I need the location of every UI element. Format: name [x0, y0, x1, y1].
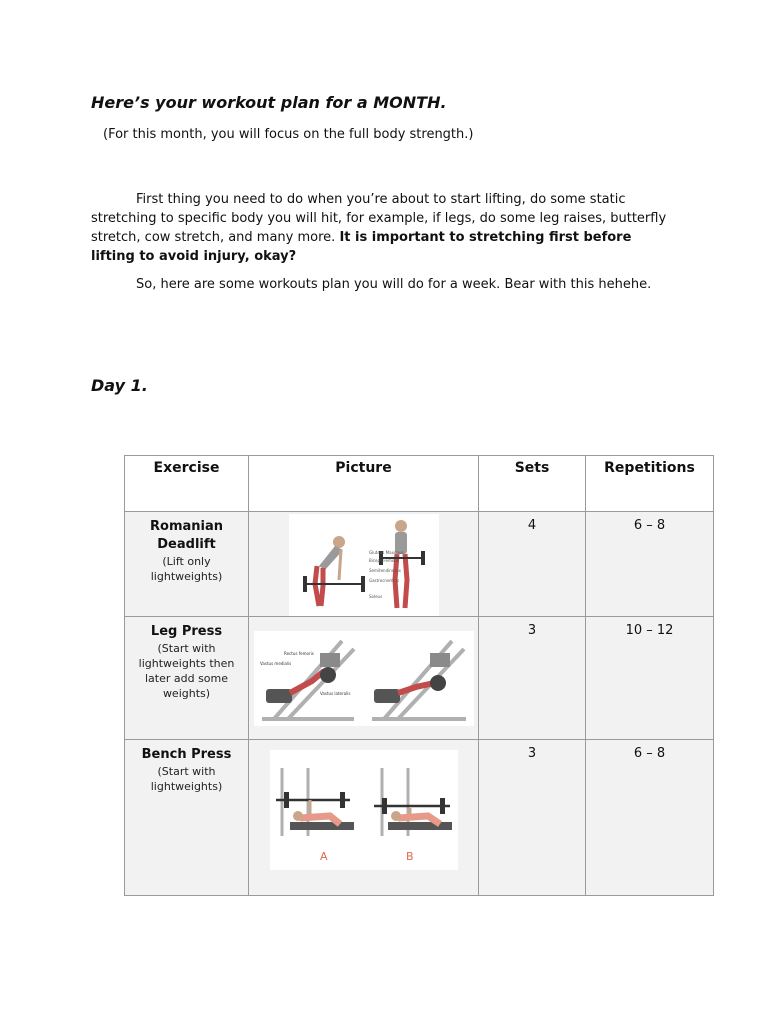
- variant-label: B: [405, 850, 414, 863]
- header-sets: Sets: [479, 456, 586, 512]
- reps-cell: 6 – 8: [586, 740, 714, 896]
- reps-cell: 6 – 8: [586, 512, 714, 617]
- sets-cell: 3: [479, 617, 586, 740]
- variant-label: A: [319, 850, 328, 863]
- picture-cell: [249, 512, 479, 617]
- deadlift-illustration: [289, 514, 439, 616]
- muscle-label: Vastus medialis: [259, 661, 291, 666]
- exercise-note: (Start with lightweights then later add some weights): [138, 642, 235, 700]
- intro-paragraph: [91, 190, 671, 266]
- workout-table: [124, 455, 714, 896]
- muscle-label: Biceps Femoris: [368, 558, 399, 563]
- header-exercise: Exercise: [125, 456, 249, 512]
- day-heading: Day 1.: [91, 376, 148, 395]
- leg-press-illustration: [254, 631, 474, 726]
- exercise-cell: [125, 740, 249, 896]
- exercise-note: (Lift only lightweights): [150, 555, 223, 583]
- document-title: Here’s your workout plan for a MONTH.: [91, 93, 447, 112]
- muscle-label: Soleus: [368, 594, 382, 599]
- exercise-cell: [125, 512, 249, 617]
- exercise-note: (Start with lightweights): [150, 765, 223, 793]
- sets-cell: 4: [479, 512, 586, 617]
- bench-press-illustration: [270, 750, 458, 870]
- exercise-name: Leg Press: [150, 624, 223, 639]
- week-intro-paragraph: So, here are some workouts plan you will do for a week. Bear with this hehehe.: [136, 277, 652, 292]
- exercise-name: Bench Press: [141, 747, 232, 762]
- muscle-label: Vastus lateralis: [319, 691, 350, 696]
- muscle-label: Semitendinosus: [368, 568, 401, 573]
- document-subtitle: (For this month, you will focus on the full body strength.): [103, 127, 474, 142]
- picture-cell: [249, 740, 479, 896]
- picture-cell: [249, 617, 479, 740]
- muscle-label: Rectus femoris: [283, 651, 314, 656]
- muscle-label: Gastrocnemius: [368, 578, 399, 583]
- intro-bold-text: It is important to stretching first before lifting to avoid injury, okay?: [91, 230, 632, 264]
- table-row: [125, 740, 714, 896]
- table-row: [125, 617, 714, 740]
- muscle-label: Gluteus Maximus: [368, 550, 404, 555]
- intro-text: First thing you need to do when you’re about to start lifting, do some static stretching to specific body you will hit, for example, if legs, do some leg raises, butterfly stretch, cow stretch, and many more.: [91, 192, 667, 245]
- table-header-row: [125, 456, 714, 512]
- sets-cell: 3: [479, 740, 586, 896]
- reps-cell: 10 – 12: [586, 617, 714, 740]
- header-repetitions: Repetitions: [586, 456, 714, 512]
- exercise-cell: [125, 617, 249, 740]
- exercise-name: Romanian Deadlift: [150, 519, 223, 552]
- header-picture: Picture: [249, 456, 479, 512]
- table-row: [125, 512, 714, 617]
